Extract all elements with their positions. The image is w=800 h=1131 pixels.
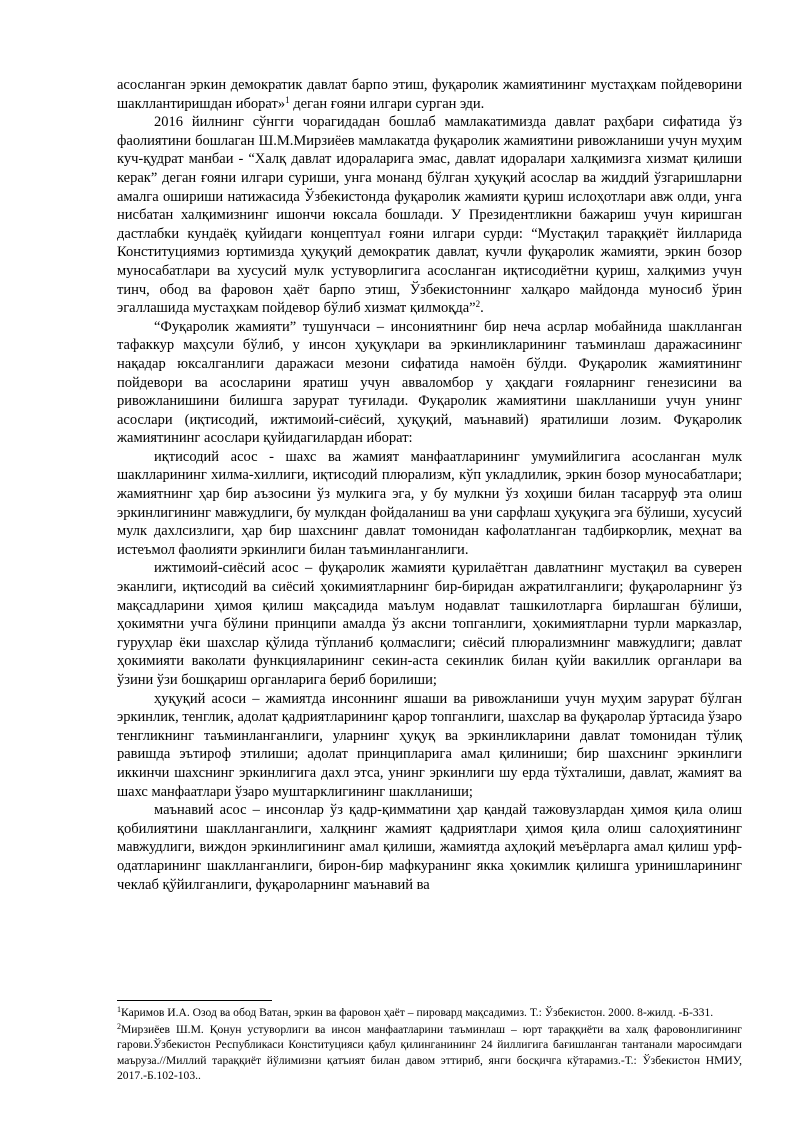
footnote-2 (117, 1022, 742, 1083)
paragraph-2 (117, 113, 742, 318)
paragraph-tail: деган ғояни илгари сурган эди. (289, 95, 485, 112)
paragraph-3 (117, 318, 742, 448)
body-text (117, 76, 742, 894)
paragraph-text: 2016 йилнинг сўнгги чорагидадан бошлаб мамлакатимизда давлат раҳбари сифатида ўз фаолиятини бошлаган Ш.М.Мирзиёев мамлакатда фуқаролик жамиятини ривожланиши учун муҳим куч-қудрат манбаи - “Халқ давлат идораларига эмас, давлат идоралари халқимизга хизмат қилиши керак” деган ғояни илгари суриши, унга монанд бўлган ҳуқуқий асослар ва жиддий ўзгаришларни амалга ошириши натижасида Ўзбекистонда фуқаролик жамияти қуриш ислоҳотлари авж олди, унга нисбатан халқимизнинг ишончи юксала бошлади. У Президентликни бажариш учун киришган дастлабки кундаёқ қуйидаги концептуал ғояни илгари сурди: “Мустақил тараққиёт йилларида Конституциямиз юртимизда ҳуқуқий демократик давлат, кучли фуқаролик жамияти, эркин бозор муносабатлари ва хусусий мулк устуворлигига асосланган иқтисодиётни қуриш, халқимиз учун тинч, обод ва фаровон ҳаёт барпо этиш, Ўзбекистоннинг халқаро майдонда муносиб ўрин эгаллашида мустаҳкам пойдевор бўлиб хизмат қилмоқда” (117, 114, 742, 317)
paragraph-socio-political-basis (117, 559, 742, 689)
paragraph-text: “Фуқаролик жамияти” тушунчаси – инсониятнинг бир неча асрлар мобайнида шаклланган тафаккур маҳсули бўлиб, у инсон ҳуқуқлари ва эркинликларининг таъминлаш даражасининг нақадар юксалганлиги даражаси мезони сифатида намоён бўлди. Фуқаролик жамиятининг пойдевори ва асосларини яратиш учун аввaломбор у ҳақдаги ғояларнинг генезисини ва ривожланишини билишга зарурат туғилади. Фуқаролик жамиятини шаклланиши учун унинг асослари (иқтисодий, ижтимоий-сиёсий, ҳуқуқий, маънавий) яратилиши лозим. Фуқаролик жамиятининг асослари қуйидагилардан иборат: (117, 318, 742, 447)
footnote-text: Каримов И.А. Озод ва обод Ватан, эркин ва фаровон ҳаёт – пировард мақсадимиз. Т.: Ўзбекистон. 2000. 8-жилд. -Б-331. (121, 1006, 714, 1019)
paragraph-tail: . (480, 300, 484, 317)
paragraph-legal-basis (117, 690, 742, 802)
paragraph-text: иқтисодий асос - шахс ва жамият манфаатларининг умумийлигига асосланган мулк шаклларининг хилма-хиллиги, иқтисодий плюрализм, кўп укладлилик, эркин бозор муносабатлари; жамиятнинг ҳар бир аъзосини ўз мулкига эга, у бу мулкни ўз хоҳиши билан тасарруф эта олиш эркинлигининг мавжудлиги, бу мулкдан фойдаланиш ва уни сарфлаш ҳуқуқига эга бўлиши, хусусий мулк дахлсизлиги, ҳар бир шахснинг давлат томонидан кафолатланган тадбиркорлик, меҳнат ва истеъмол фаолияти эркинлиги билан таъминланганлиги. (117, 448, 742, 558)
footnote-number: 1 (117, 1005, 121, 1014)
footnote-text: Мирзиёев Ш.М. Қонун устуворлиги ва инсон манфаатларини таъминлаш – юрт тараққиёти ва халқ фаровонлигининг гарови.Ўзбекистон Республикаси Конституцияси қабул қилинганининг 24 йиллигига бағишланган тантанали маросимдаги маъруза.//Миллий тараққиёт йўлимизни қатъият билан давом эттириб, янги босқичга кўтарамиз.-Т.: Ўзбекистон НМИУ, 2017.-Б.102-103.. (117, 1023, 742, 1082)
paragraph-1 (117, 76, 742, 113)
paragraph-text: ҳуқуқий асоси – жамиятда инсоннинг яшаши ва ривожланиши учун муҳим зарурат бўлган эркинлик, тенглик, адолат қадриятларининг қарор топганлиги, шахслар ва фуқаролар ўртасида ўзаро тенгликнинг таъминланганлиги, уларнинг ҳуқуқ ва эркинликларини давлат томонидан тўлиқ равишда эътироф этилиши; адолат принципларига амал қилиниши; бир шахснинг эркинлиги иккинчи шахснинг эркинлигига дахл этса, унинг эркинлиги шу ерда тўхталиши, давлат, жамият ва шахс манфаатлари ўзаро муштарклигининг шаклланиши; (117, 690, 742, 800)
footnote-ref-2: 2 (475, 299, 481, 310)
footnotes (117, 1005, 742, 1085)
footnote-separator (117, 1000, 272, 1001)
paragraph-economic-basis (117, 448, 742, 560)
footnote-ref-1: 1 (285, 94, 290, 105)
footnote-number: 2 (117, 1022, 121, 1032)
paragraph-text: маънавий асос – инсонлар ўз қадр-қимматини ҳар қандай тажовузлардан ҳимоя қила олиш қобилиятини шаклланганлиги, халқнинг жамият қадриятлари ҳимоя қила олиш салоҳиятининг мавжудлиги, виждон эркинлигининг амал қилиши, жамиятда аҳлоқий меъёрларга амал қилиш урф-одатларининг шаклланганлиги, бирон-бир мафкуранинг якка ҳокимлик қилишга уринишларининг чеклаб қўйилганлиги, фуқароларнинг маънавий ва (117, 802, 742, 893)
footnote-1 (117, 1005, 742, 1020)
paragraph-text: асосланган эркин демократик давлат барпо этиш, фуқаролик жамиятининг мустаҳкам пойдеворини шакллантиришдан иборат» (117, 77, 742, 112)
paragraph-spiritual-basis (117, 801, 742, 894)
paragraph-text: ижтимоий-сиёсий асос – фуқаролик жамияти қурилаётган давлатнинг мустақил ва суверен эканлиги, иқтисодий ва сиёсий ҳокимиятларнинг бир-биридан ажратилганлиги; фуқароларнинг ўз мақсадларини ҳимоя қилиш мақсадида маълум нодавлат ташкилотларга бирлашган бўлиши, ҳокимятни учга бўлини принципи амалда ўз аксни топганлиги, ҳокимиятларни турли марказлар, гуруҳлар ёки шахслар қўлида тўпланиб қолмаслиги; сиёсий плюрализмнинг мавжудлиги; давлат ҳокимияти ваколати функцияларининг секин-аста секинлик билан қуйи вакиллик органлари ва ўзини ўзи бошқариш органларига бериб борилиши; (117, 560, 742, 688)
